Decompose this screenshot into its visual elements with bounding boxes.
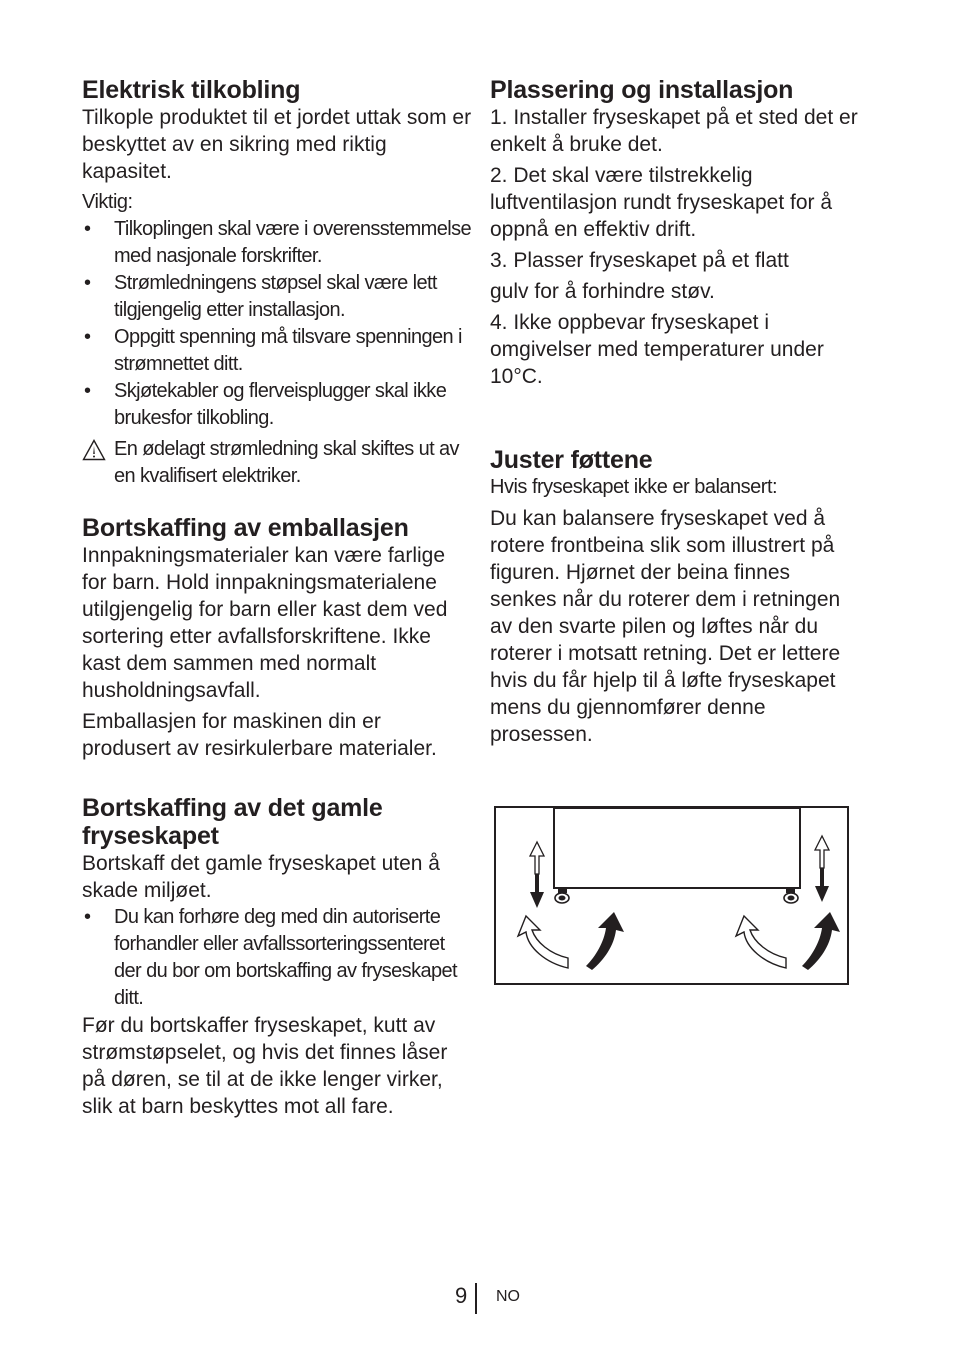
down-arrow-filled-icon — [530, 874, 544, 908]
warning-triangle-icon — [82, 439, 106, 461]
list-item: • Tilkoplingen skal være i overensstemmelse med nasjonale forskrifter. — [82, 216, 472, 270]
feet-adjustment-figure — [494, 806, 849, 985]
list-item: gulv for å forhindre støv. — [490, 280, 715, 303]
clockwise-filled-arrow-icon — [802, 912, 840, 970]
section-heading: Plassering og installasjon — [490, 76, 794, 104]
feet-adjustment-illustration — [496, 808, 847, 983]
page-number: 9 — [455, 1283, 468, 1308]
section-placement-installation — [490, 76, 862, 390]
counterclockwise-outline-arrow-icon — [736, 916, 786, 968]
section-heading: Bortskaffing av det gamle fryseskapet — [82, 794, 383, 850]
section-heading: Bortskaffing av emballasjen — [82, 514, 409, 542]
list-item: • Skjøtekabler og flerveisplugger skal ikke brukesfor tilkobling. — [82, 378, 472, 432]
left-column — [82, 76, 472, 1120]
bullet-list — [82, 216, 472, 432]
paragraph: Innpakningsmaterialer kan være farlige for barn. Hold innpakningsmaterialene utilgjengelig for barn eller kast dem ved sortering etter avfallsforskriftene. Ikke kast dem sammen med normalt husholdningsavfall. — [82, 544, 448, 702]
section-adjust-feet — [490, 446, 862, 748]
up-arrow-outline-icon — [530, 842, 544, 874]
freezer-body — [554, 808, 800, 888]
section-heading: Elektrisk tilkobling — [82, 76, 301, 104]
section-electrical-connection — [82, 76, 472, 490]
right-column — [490, 76, 862, 748]
down-arrow-filled-icon — [815, 868, 829, 902]
bullet-list — [82, 904, 472, 1012]
paragraph: Hvis fryseskapet ikke er balansert: — [490, 476, 778, 498]
important-label: Viktig: — [82, 191, 133, 213]
left-foot — [555, 888, 569, 903]
right-foot — [784, 888, 798, 903]
up-arrow-outline-icon — [815, 836, 829, 868]
list-item: 1. Installer fryseskapet på et sted det er enkelt å bruke det. — [490, 106, 858, 156]
paragraph: Bortskaff det gamle fryseskapet uten å skade miljøet. — [82, 852, 440, 902]
list-item: • Du kan forhøre deg med din autoriserte forhandler eller avfallssorteringssenteret der du bor om bortskaffing av fryseskapet ditt. — [82, 904, 472, 1012]
list-item: 2. Det skal være tilstrekkelig luftventilasjon rundt fryseskapet for å oppnå en effektiv drift. — [490, 164, 833, 241]
list-item: 3. Plasser fryseskapet på et flatt — [490, 249, 789, 272]
clockwise-filled-arrow-icon — [586, 912, 624, 970]
section-old-freezer-disposal — [82, 794, 472, 1120]
warning-note — [82, 436, 472, 490]
paragraph: Du kan balansere fryseskapet ved å rotere frontbeina slik som illustrert på figuren. Hjørnet der beina finnes senkes når du roterer dem i retningen av den svarte pilen og løftes når du roterer i motsatt retning. Det er lettere hvis du får hjelp til å løfte fryseskapet mens du gjennomfører denne prosessen. — [490, 507, 841, 746]
footer-divider — [475, 1283, 477, 1314]
section-heading: Juster føttene — [490, 446, 653, 474]
paragraph: Tilkople produktet til et jordet uttak som er beskyttet av en sikring med riktig kapasitet. — [82, 106, 472, 183]
paragraph: Emballasjen for maskinen din er produsert av resirkulerbare materialer. — [82, 710, 437, 760]
list-item: 4. Ikke oppbevar fryseskapet i omgivelser med temperaturer under 10°C. — [490, 311, 824, 388]
warning-text: En ødelagt strømledning skal skiftes ut av en kvalifisert elektriker. — [114, 438, 459, 487]
list-item: • Strømledningens støpsel skal være lett tilgjengelig etter installasjon. — [82, 270, 472, 324]
section-packaging-disposal — [82, 514, 472, 762]
counterclockwise-outline-arrow-icon — [518, 916, 568, 968]
page-footer — [0, 1280, 954, 1316]
paragraph: Før du bortskaffer fryseskapet, kutt av strømstøpselet, og hvis det finnes låser på døren, se til at de ikke lenger virker, slik at barn beskyttes mot all fare. — [82, 1014, 448, 1118]
list-item: • Oppgitt spenning må tilsvare spenningen i strømnettet ditt. — [82, 324, 472, 378]
language-code: NO — [496, 1288, 520, 1305]
